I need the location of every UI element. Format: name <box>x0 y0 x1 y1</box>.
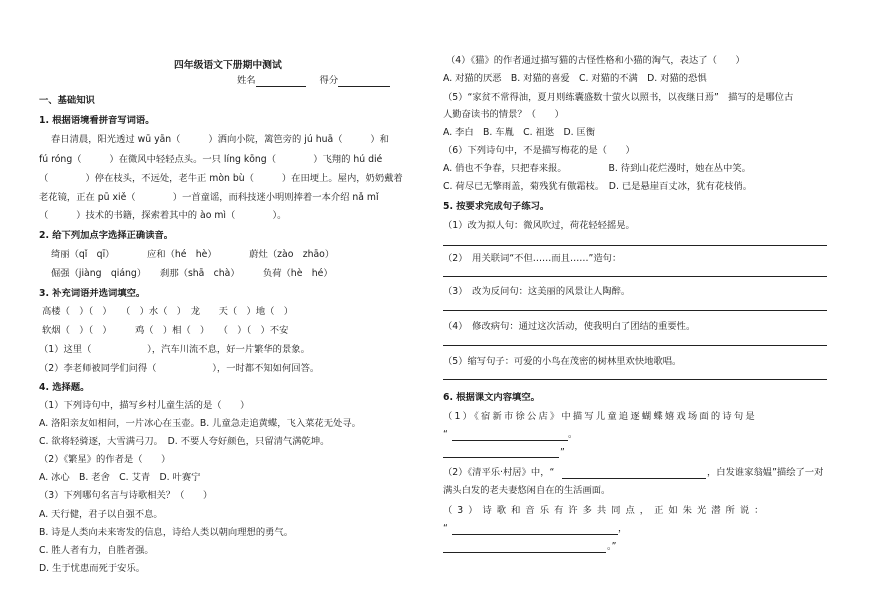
question-text: （6）下列诗句中，不是描写梅花的是（ ） <box>443 145 635 156</box>
section-heading: 一、基础知识 <box>39 95 95 106</box>
question-text: （2）《繁星》的作者是（ ） <box>39 454 171 465</box>
question-text: 倔强（jiàng qiáng） 刹那（shā chà） 负荷（hè hé） <box>51 268 333 279</box>
question-text: （2）李老师被同学们问得（ ），一时都不知如何回答。 <box>39 363 320 374</box>
question-text: （ ）停在枝头，不远处，老牛正 mòn bù（ ）在田埂上。屋内，奶奶戴着 <box>39 173 403 184</box>
question-text: （2） 用关联词“不但……而且……”造句： <box>443 253 622 264</box>
answer-line[interactable] <box>443 552 606 553</box>
answer-line[interactable] <box>452 440 568 441</box>
answer-line[interactable] <box>452 534 618 535</box>
question-text: （2）《清平乐·村居》中，“ <box>443 467 555 478</box>
answer-line[interactable] <box>443 345 827 346</box>
question-heading: 1. 根据语境看拼音写词语。 <box>39 115 155 126</box>
answer-line[interactable] <box>443 457 559 458</box>
answer-option: A. 冰心 B. 老舍 C. 艾青 D. 叶赛宁 <box>39 472 201 483</box>
question-text: （1）《宿新市徐公店》中描写儿童追逐蝴蝶嬉戏场面的诗句是 <box>443 411 757 422</box>
answer-option: A. 李白 B. 车胤 C. 祖逖 D. 匡衡 <box>443 127 596 138</box>
question-text: ，白发谁家翁媪”描绘了一对 <box>707 467 824 478</box>
quote-open: “ <box>443 429 448 440</box>
question-text: （3） 改为反问句：这美丽的风景让人陶醉。 <box>443 286 631 297</box>
question-text: （ ）技术的书籍，探索着其中的 ào mì（ ）。 <box>39 210 287 221</box>
question-text: （3）下列哪句名言与诗歌相关？（ ） <box>39 490 213 501</box>
punctuation: 。 <box>568 429 578 440</box>
student-info-line <box>237 75 390 87</box>
question-text: （5）缩写句子：可爱的小鸟在茂密的树林里欢快地歌唱。 <box>443 356 682 367</box>
quote-open: “ <box>443 523 448 534</box>
question-text: （3）诗歌和音乐有许多共同点，正如朱光潜所说： <box>443 505 769 516</box>
question-text: 春日清晨，阳光透过 wū yān（ ）洒向小院，篱笆旁的 jú huā（ ）和 <box>51 134 389 145</box>
answer-option: A. 俏也不争春，只把春来报。 B. 待到山花烂漫时，她在丛中笑。 <box>443 163 751 174</box>
answer-line[interactable] <box>562 478 706 479</box>
quote-close: 。” <box>607 541 617 552</box>
answer-option: A. 洛阳亲友如相问，一片冰心在玉壶。B. 儿童急走追黄蝶，飞入菜花无处寻。 <box>39 418 361 429</box>
answer-option: B. 诗是人类向未来寄发的信息，诗给人类以朝向理想的勇气。 <box>39 527 294 538</box>
answer-option: A. 对猫的厌恶 B. 对猫的喜爱 C. 对猫的不满 D. 对猫的恐惧 <box>443 73 707 84</box>
answer-line[interactable] <box>443 310 827 311</box>
score-field[interactable] <box>338 76 390 87</box>
page-title: 四年级语文下册期中测试 <box>174 60 282 71</box>
question-text: 满头白发的老夫妻悠闲自在的生活画面。 <box>443 485 611 496</box>
score-label: 得分 <box>319 75 339 86</box>
question-text: 软烟（ ）（ ） 鸡（ ）相（ ） （ ）（ ）不安 <box>42 325 289 336</box>
question-text: （4） 修改病句：通过这次活动，使我明白了团结的重要性。 <box>443 321 696 332</box>
answer-line[interactable] <box>443 245 827 246</box>
answer-line[interactable] <box>443 276 827 277</box>
question-heading: 3. 补充词语并选词填空。 <box>39 288 146 299</box>
answer-option: C. 荷尽已无擎雨盖，菊残犹有傲霜枝。 D. 已是悬崖百丈冰，犹有花枝俏。 <box>443 181 753 192</box>
question-text: fú róng（ ）在微风中轻轻点头。一只 líng kōng（ ）飞翔的 hú dié <box>39 154 383 165</box>
answer-line[interactable] <box>443 379 827 380</box>
question-text: （4）《猫》的作者通过描写猫的古怪性格和小猫的淘气，表达了（ ） <box>446 55 745 66</box>
question-text: （1）下列诗句中，描写乡村儿童生活的是（ ） <box>39 400 250 411</box>
question-text: 高楼（ ）（ ） （ ）水（ ） 龙 天（ ）地（ ） <box>42 306 294 317</box>
name-field[interactable] <box>256 76 306 87</box>
question-text: （5）“家贫不常得油，夏月则练囊盛数十萤火以照书，以夜继日焉” 描写的是哪位古 <box>443 92 794 103</box>
punctuation: ， <box>618 523 628 534</box>
name-label: 姓名 <box>237 75 256 86</box>
question-heading: 5. 按要求完成句子练习。 <box>443 201 550 212</box>
question-text: 绮丽（qǐ qī） 应和（hé hè） 蔚灶（zào zhāo） <box>51 249 335 260</box>
answer-option: C. 欲将轻骑逐，大雪满弓刀。 D. 不要人夸好颜色，只留清气满乾坤。 <box>39 436 330 447</box>
quote-close: ” <box>560 447 565 458</box>
question-text: 人勤奋读书的情景？（ ） <box>443 109 564 120</box>
answer-option: A. 天行健，君子以自强不息。 <box>39 509 163 520</box>
question-heading: 2. 给下列加点字选择正确读音。 <box>39 230 174 241</box>
question-text: 老花镜，正在 pū xiě（ ）一首童谣，而科技迷小明则捧着一本介绍 nǎ mǐ <box>39 192 379 203</box>
answer-option: C. 胜人者有力，自胜者强。 <box>39 545 154 556</box>
question-heading: 4. 选择题。 <box>39 382 90 393</box>
question-text: （1）改为拟人句：微风吹过，荷花轻轻摇晃。 <box>443 220 635 231</box>
question-text: （1）这里（ ），汽车川流不息，好一片繁华的景象。 <box>39 344 310 355</box>
question-heading: 6. 根据课文内容填空。 <box>443 392 540 403</box>
answer-option: D. 生于忧患而死于安乐。 <box>39 563 146 574</box>
